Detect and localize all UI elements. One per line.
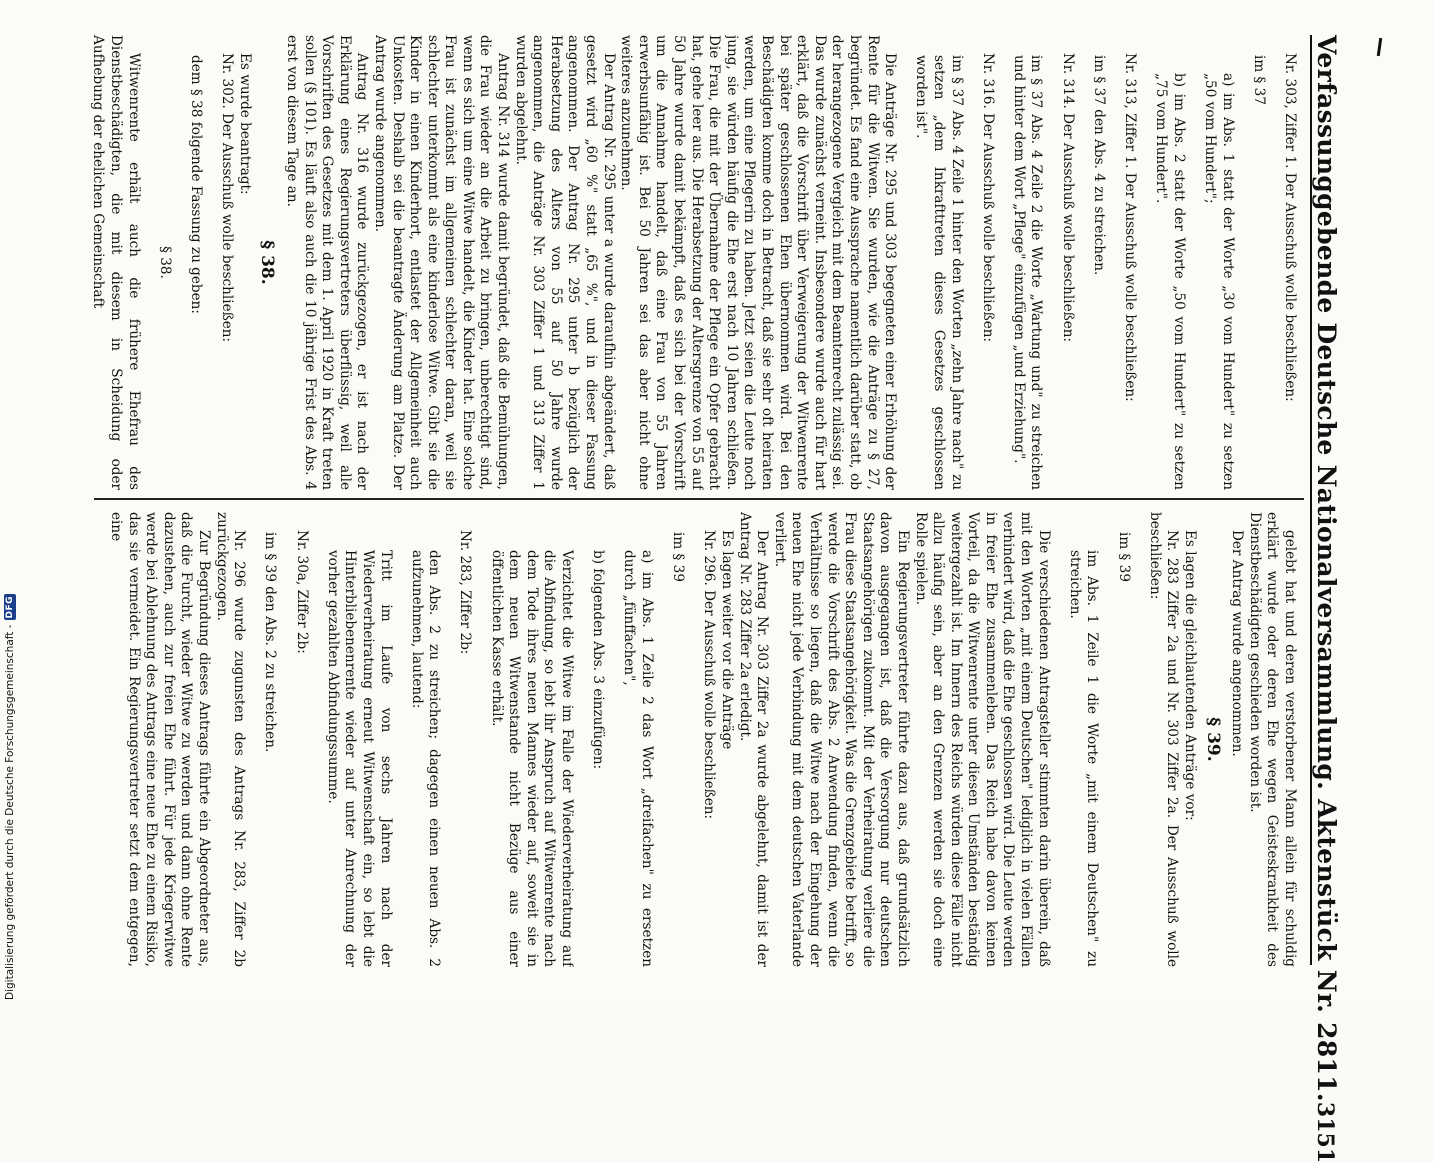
paragraph: Antrag Nr. 314 wurde damit begründet, daß die Bemühungen, die Frau wieder an die Arbeit zu bringen, unberechtigt sind, wenn es sich um eine Witwe handelt, die Kinder hat. Eine solche Frau ist zunächst im allgemeinen schlechter daran, weil sie schlechter unterkommt als eine kinderlose Witwe. Gibt sie die Kinder in einen Kinderhort, entlastet der Allgemeinheit auch Unkosten. Deshalb sei die beantragte Änderung am Platze. Der Antrag wurde angenommen. [371, 35, 512, 490]
paragraph: im § 37 den Abs. 4 zu streichen. [1090, 55, 1107, 276]
paragraph: Verzichtet die Witwe im Falle der Wiederverheiratung auf die Abfindung, so lebt ihr Anspruch auf Witwenrente nach dem Tode ihres neuen Mannes wieder auf, soweit sie in dem neuen Witwenstande nicht Bezüge aus einer öffentlichen Kasse erhält. [488, 550, 576, 967]
paragraph: Es lagen die gleichlautenden Anträge vor: [1182, 530, 1199, 821]
paragraph: Der Antrag wurde angenommen. [1229, 530, 1246, 757]
paragraph: Zur Begründung dieses Antrags führte ein Abgeordneter aus, daß die Furcht, wieder Witwe zu werden und dann ohne Rente dazustehen, auch zur freien Ehe führt. Für jede Kriegerwitwe werde bei Ablehnung des Antrags eine neue Ehe zu einem Risiko, das sie vermeidet. Ein Regierungsvertreter setzt dem entgegen, eine [108, 512, 212, 967]
paragraph: im § 39 den Abs. 2 zu streichen. [262, 532, 279, 753]
paragraph: im § 37 Abs. 4 Zeile 1 hinter den Worten „zehn Jahre nach" zu setzen „dem Inkrafttreten dieses Gesetzes geschlossen worden ist". [913, 55, 965, 490]
scan-mark [1377, 38, 1382, 56]
paragraph: Tritt im Laufe von sechs Jahren nach der Wiederverheiratung erneut Witwenschaft ein, so lebt die Hinterbliebenenrente wieder auf unter Anrechnung der vorher gezahlten Abfindungssumme. [324, 550, 394, 967]
paragraph: Nr. 313, Ziffer 1. Der Ausschuß wolle beschließen: [1122, 53, 1139, 402]
paragraph: im § 39 [670, 532, 687, 582]
paragraph: Nr. 303, Ziffer 1. Der Ausschuß wolle beschließen: [1282, 53, 1298, 402]
paragraph: Nr. 296 wurde zugunsten des Antrags Nr. 283, Ziffer 2b zurückgezogen. [213, 512, 248, 967]
section-heading: § 38. [257, 240, 278, 285]
paragraph: Nr. 283 Ziffer 2a und Nr. 303 Ziffer 2a. Der Ausschuß wolle beschließen: [1146, 512, 1181, 967]
paragraph: gelebt hat und deren verstorbener Mann allein für schuldig erklärt wurde oder deren Ehe wegen Geisteskrankheit des Dienstbeschädigten geschieden worden ist. [1246, 512, 1298, 967]
dfg-logo: DFG [5, 595, 15, 619]
paragraph: Nr. 30a, Ziffer 2b: [293, 530, 310, 654]
document-page [80, 0, 1370, 1163]
paragraph: im § 37 Abs. 4 Zeile 2 die Worte „Wartung und" zu streichen und hinter dem Wort „Pflege" einzufügen „und Erziehung". [1010, 55, 1045, 490]
paragraph: dem § 38 folgende Fassung zu geben: [188, 55, 204, 314]
paragraph: a) im Abs. 1 Zeile 2 das Wort „dreifachen" zu ersetzen durch „fünffachen", [621, 550, 656, 967]
paragraph: Es lagen weiter vor die Anträge [719, 530, 735, 750]
right-column [88, 512, 1298, 967]
paragraph: Antrag Nr. 316 wurde zurückgezogen, er ist nach der Erklärung eines Regierungsvertreters überflüssig, weil alle Vorschriften des Gesetzes mit dem 1. April 1920 in Kraft treten sollen (§ 101). Es läuft also auch die 10 jährige Frist des Abs. 4 erst von diesem Tage an. [283, 35, 371, 490]
paragraph: Nr. 296. Der Ausschuß wolle beschließen: [701, 530, 718, 820]
paragraph: Witwenrente erhält auch die frühere Ehefrau des Dienstbeschädigten, die mit diesem in Scheidung oder Aufhebung der ehelichen Gemeinschaft [90, 35, 142, 490]
section-heading: § 39. [1202, 717, 1223, 762]
page-header [1310, 35, 1358, 1163]
paragraph: Nr. 302. Der Ausschuß wolle beschließen: [219, 53, 236, 343]
paragraph: im § 39 [1115, 532, 1132, 582]
paragraph: Nr. 283, Ziffer 2b: [457, 530, 474, 655]
paragraph: im Abs. 1 Zeile 1 die Worte „mit einem Deutschen" zu streichen. [1066, 550, 1101, 967]
paragraph: im § 37 [1250, 55, 1267, 105]
header-title: Verfassunggebende Deutsche Nationalversammlung. Aktenstück Nr. 2811. [1312, 35, 1341, 1102]
paragraph: den Abs. 2 zu streichen; dagegen einen neuen Abs. 2 aufzunehmen, lautend: [408, 550, 443, 967]
paragraph: Es wurde beantragt: [236, 53, 253, 195]
paragraph: b) folgenden Abs. 3 einzufügen: [590, 550, 607, 770]
credit-text: Digitalisierung gefördert durch die Deutsche Forschungsgemeinschaft - [4, 624, 16, 1000]
left-column [88, 35, 1298, 490]
paragraph: Nr. 316. Der Ausschuß wolle beschließen: [979, 53, 996, 343]
column-divider [94, 498, 1304, 500]
digitization-credit [4, 594, 16, 1000]
paragraph: Ein Regierungsvertreter führte dazu aus, daß grundsätzlich davon ausgegangen ist, daß die Versorgung nur deutschen Staatsangehörigen zukommt. Mit der Verheiratung verliere die Frau diese Staatsangehörigkeit. Was die Grenzgebiete betrifft, so werde die Vorschrift des Abs. 2 Anwendung finden, wenn die Verhältnisse so liegen, daß die Witwe nach der Eingehung der neuen Ehe nicht jede Verbindung mit dem deutschen Vaterlande verliert. [771, 512, 911, 967]
paragraph: Die verschiedenen Antragsteller stimmten darin überein, daß mit den Worten „mit einem Deutschen" lediglich in vielen Fällen verhindert wird, daß die Ehe geschlossen wird. Die Leute werden in freier Ehe zusammenleben. Das Reich habe davon keinen Vorteil, da die Witwenrente unter diesen Umständen beständig weitergezahlt ist. Im Innern des Reichs würden diese Fälle nicht allzu häufig sein, aber an den Grenzen werden sie doch eine Rolle spielen. [912, 512, 1052, 967]
paragraph: Die Anträge Nr. 295 und 303 begegneten einer Erhöhung der Rente für die Witwen. Sie wurden, wie die Anträge zu § 27, begründet. Es fand eine Aussprache namentlich darüber statt, ob der herangezogene Vergleich mit dem Beamtenrecht zulässig sei. Das wurde zunächst verneint. Insbesondere wurde auch für hart erklärt, daß die Vorschrift über Verweigerung der Witwenrente bei später geschlossenen Ehen übernommen wird. Bei den Beschädigten komme doch in Betracht, daß sie sehr oft heiraten werden, um eine Pflegerin zu haben. Jetzt seien die Leute noch jung, sie würden häufig die Ehe erst nach 10 Jahren schließen. Die Frau, die mit der Übernahme der Pflege ein Opfer gebracht hat, gehe leer aus. Die Herabsetzung der Altersgrenze von 55 auf 50 Jahre wurde damit bekämpft, daß es sich bei der Vorschrift um die Annahme handelt, daß eine Frau von 55 Jahren erwerbsunfähig ist. Bei 50 Jahren sei das aber nicht ohne weiteres anzunehmen. [618, 35, 899, 490]
paragraph: Nr. 314. Der Ausschuß wolle beschließen: [1059, 53, 1076, 343]
paragraph: a) im Abs. 1 statt der Worte „30 vom Hundert" zu setzen „50 vom Hundert"; [1202, 73, 1236, 490]
paragraph: b) im Abs. 2 statt der Worte „50 vom Hundert" zu setzen „75 vom Hundert". [1153, 73, 1187, 490]
paragraph: Der Antrag Nr. 295 unter a wurde daraufhin abgeändert, daß gesetzt wird „60 %" statt „65 %", und in dieser Fassung angenommen. Der Antrag Nr. 295 unter b bezüglich der Herabsetzung des Alters von 55 auf 50 Jahre wurde angenommen, die Anträge Nr. 303 Ziffer 1 und 313 Ziffer 1 wurden abgelehnt. [512, 35, 617, 490]
page-number: 3151 [1312, 1101, 1338, 1163]
paragraph: Der Antrag Nr. 303 Ziffer 2a wurde abgelehnt, damit ist der Antrag Nr. 283 Ziffer 2a erledigt. [736, 512, 771, 967]
paragraph: § 38. [156, 246, 173, 279]
